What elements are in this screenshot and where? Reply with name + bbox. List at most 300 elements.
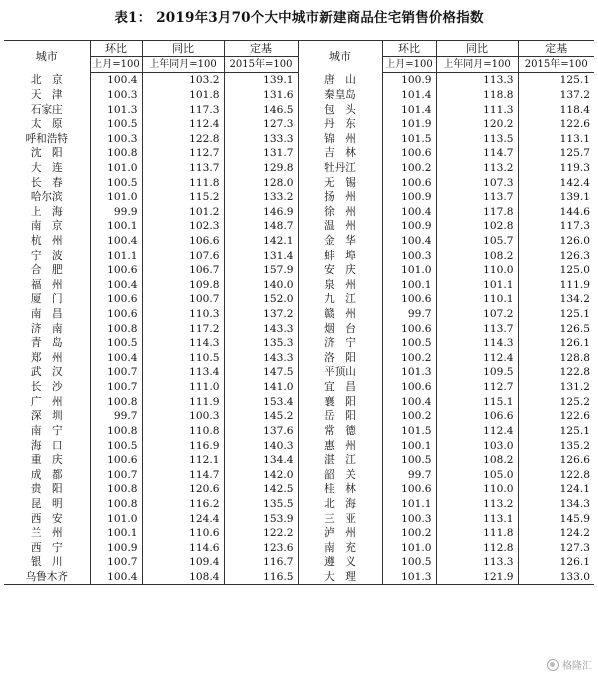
base-cell-left: 133.3 (224, 131, 298, 146)
table-row (4, 336, 594, 351)
mom-cell-right: 99.7 (382, 307, 436, 322)
yoy-cell-right: 114.3 (436, 336, 518, 351)
mom-cell-left: 100.4 (90, 351, 142, 366)
base-cell-right: 125.0 (518, 263, 594, 278)
base-cell-left: 157.9 (224, 263, 298, 278)
table-row (4, 409, 594, 424)
yoy-cell-right: 120.2 (436, 117, 518, 132)
city-cell-right: 温 州 (298, 219, 382, 234)
yoy-cell-right: 118.8 (436, 88, 518, 103)
table-row (4, 102, 594, 117)
base-cell-right: 145.9 (518, 511, 594, 526)
yoy-cell-right: 105.7 (436, 234, 518, 249)
base-cell-left: 153.9 (224, 511, 298, 526)
table-title: 表1： 2019年3月70个大中城市新建商品住宅销售价格指数 (114, 10, 484, 26)
mom-cell-right: 100.5 (382, 336, 436, 351)
city-cell-left: 杭 州 (30, 235, 63, 247)
yoy-cell-right: 113.7 (436, 321, 518, 336)
base-cell-left: 145.2 (224, 409, 298, 424)
mom-cell-left: 100.8 (90, 394, 142, 409)
mom-cell-left: 100.9 (90, 541, 142, 556)
base-cell-right: 125.1 (518, 307, 594, 322)
city-cell-left: 南 宁 (30, 424, 63, 437)
yoy-cell-left: 117.3 (142, 102, 224, 117)
city-cell-right: 泸 州 (298, 526, 382, 541)
header-mom-right: 环比 (382, 41, 436, 57)
city-cell-left: 贵 阳 (30, 483, 63, 496)
yoy-cell-left: 110.3 (142, 307, 224, 322)
base-cell-right: 131.2 (518, 380, 594, 395)
base-cell-right: 125.1 (518, 73, 594, 88)
city-cell-right: 烟 台 (298, 321, 382, 336)
city-cell-left: 上 海 (30, 205, 63, 218)
header-yoy-left: 同比 (142, 41, 224, 57)
base-cell-left: 147.5 (224, 365, 298, 380)
table-row (4, 146, 594, 161)
table-row (4, 438, 594, 453)
mom-cell-left: 100.7 (90, 555, 142, 570)
table-row (4, 307, 594, 322)
city-cell-right: 扬 州 (298, 190, 382, 205)
city-cell-left: 广 州 (30, 395, 63, 408)
base-cell-left: 116.5 (224, 570, 298, 585)
table-row (4, 161, 594, 176)
city-cell-left: 乌鲁木齐 (4, 570, 90, 585)
base-cell-right: 125.2 (518, 394, 594, 409)
mom-cell-right: 101.5 (382, 131, 436, 146)
table-row (4, 190, 594, 205)
base-cell-right: 118.4 (518, 102, 594, 117)
base-cell-right: 128.8 (518, 351, 594, 366)
yoy-cell-right: 111.3 (436, 102, 518, 117)
city-cell-left: 太 原 (30, 118, 63, 131)
mom-cell-left: 100.7 (90, 467, 142, 482)
city-cell-left: 成 都 (30, 468, 63, 481)
city-cell-left: 青 岛 (30, 337, 63, 350)
base-cell-right: 133.0 (518, 570, 594, 585)
yoy-cell-left: 101.2 (142, 204, 224, 219)
city-cell-left: 重 庆 (30, 454, 63, 467)
base-cell-left: 146.9 (224, 204, 298, 219)
header-yoy-sub-right: 上年同月=100 (436, 57, 518, 73)
city-cell-right: 南 充 (298, 541, 382, 556)
table-row (4, 263, 594, 278)
yoy-cell-left: 114.3 (142, 336, 224, 351)
table-row (4, 131, 594, 146)
base-cell-left: 142.1 (224, 234, 298, 249)
base-cell-right: 125.7 (518, 146, 594, 161)
city-cell-left: 武 汉 (30, 366, 63, 379)
city-cell-left: 南 昌 (30, 308, 63, 321)
header-yoy-sub-left: 上年同月=100 (142, 57, 224, 73)
base-cell-left: 152.0 (224, 292, 298, 307)
mom-cell-left: 100.5 (90, 336, 142, 351)
table-body (4, 41, 594, 585)
city-cell-right: 秦皇岛 (298, 88, 382, 103)
yoy-cell-right: 113.3 (436, 73, 518, 88)
yoy-cell-right: 112.8 (436, 541, 518, 556)
city-cell-left: 兰 州 (30, 527, 63, 540)
mom-cell-right: 101.0 (382, 263, 436, 278)
yoy-cell-right: 112.4 (436, 351, 518, 366)
base-cell-left: 134.4 (224, 453, 298, 468)
mom-cell-left: 100.3 (90, 131, 142, 146)
yoy-cell-left: 112.4 (142, 117, 224, 132)
yoy-cell-right: 103.0 (436, 438, 518, 453)
base-cell-right: 125.1 (518, 424, 594, 439)
mom-cell-right: 99.7 (382, 467, 436, 482)
base-cell-left: 139.1 (224, 73, 298, 88)
mom-cell-right: 100.6 (382, 175, 436, 190)
city-cell-right: 唐 山 (298, 73, 382, 88)
base-cell-left: 153.4 (224, 394, 298, 409)
table-row (4, 453, 594, 468)
city-cell-right: 襄 阳 (298, 394, 382, 409)
base-cell-right: 122.6 (518, 409, 594, 424)
city-cell-left: 长 春 (30, 176, 63, 189)
base-cell-left: 140.3 (224, 438, 298, 453)
mom-cell-left: 100.5 (90, 438, 142, 453)
base-cell-right: 124.2 (518, 526, 594, 541)
mom-cell-right: 100.2 (382, 161, 436, 176)
header-mom-sub-left: 上月=100 (90, 57, 142, 73)
city-cell-right: 北 海 (298, 497, 382, 512)
base-cell-right: 122.6 (518, 117, 594, 132)
header-base-sub-right: 2015年=100 (518, 57, 594, 73)
table-row (4, 204, 594, 219)
mom-cell-right: 100.4 (382, 234, 436, 249)
base-cell-left: 142.0 (224, 467, 298, 482)
city-cell-right: 平顶山 (298, 365, 382, 380)
mom-cell-left: 100.4 (90, 73, 142, 88)
mom-cell-left: 100.8 (90, 424, 142, 439)
yoy-cell-right: 113.5 (436, 131, 518, 146)
mom-cell-left: 100.8 (90, 482, 142, 497)
city-cell-left: 济 南 (30, 322, 63, 335)
city-cell-right: 九 江 (298, 292, 382, 307)
city-cell-right: 丹 东 (298, 117, 382, 132)
table-row (4, 278, 594, 293)
yoy-cell-left: 117.2 (142, 321, 224, 336)
table-row (4, 292, 594, 307)
base-cell-right: 139.1 (518, 190, 594, 205)
table-row (4, 467, 594, 482)
yoy-cell-right: 106.6 (436, 409, 518, 424)
base-cell-right: 134.2 (518, 292, 594, 307)
base-cell-left: 146.5 (224, 102, 298, 117)
yoy-cell-right: 107.3 (436, 175, 518, 190)
city-cell-right: 桂 林 (298, 482, 382, 497)
mom-cell-left: 99.7 (90, 409, 142, 424)
mom-cell-left: 100.1 (90, 219, 142, 234)
base-cell-left: 131.6 (224, 88, 298, 103)
mom-cell-left: 100.8 (90, 321, 142, 336)
base-cell-left: 137.2 (224, 307, 298, 322)
mom-cell-right: 100.9 (382, 73, 436, 88)
mom-cell-right: 101.9 (382, 117, 436, 132)
city-cell-right: 济 宁 (298, 336, 382, 351)
table-row (4, 482, 594, 497)
city-cell-right: 赣 州 (298, 307, 382, 322)
yoy-cell-left: 116.9 (142, 438, 224, 453)
watermark-text: 格隆汇 (562, 661, 592, 672)
base-cell-right: 135.2 (518, 438, 594, 453)
city-cell-right: 泉 州 (298, 278, 382, 293)
base-cell-right: 126.1 (518, 336, 594, 351)
base-cell-right: 113.1 (518, 131, 594, 146)
city-cell-right: 包 头 (298, 102, 382, 117)
city-cell-left: 呼和浩特 (25, 132, 68, 145)
yoy-cell-right: 112.4 (436, 424, 518, 439)
mom-cell-left: 100.5 (90, 117, 142, 132)
base-cell-left: 123.6 (224, 541, 298, 556)
mom-cell-left: 100.6 (90, 263, 142, 278)
city-cell-right: 金 华 (298, 234, 382, 249)
yoy-cell-left: 110.8 (142, 424, 224, 439)
table-row (4, 73, 594, 88)
table-row (4, 555, 594, 570)
mom-cell-left: 100.1 (90, 526, 142, 541)
city-cell-right: 岳 阳 (298, 409, 382, 424)
mom-cell-right: 100.2 (382, 409, 436, 424)
mom-cell-right: 100.6 (382, 321, 436, 336)
base-cell-right: 119.3 (518, 161, 594, 176)
city-cell-left: 宁 波 (30, 249, 63, 262)
yoy-cell-right: 105.0 (436, 467, 518, 482)
yoy-cell-right: 101.1 (436, 278, 518, 293)
mom-cell-left: 100.4 (90, 278, 142, 293)
base-cell-right: 126.5 (518, 321, 594, 336)
city-cell-left: 银 川 (30, 556, 63, 569)
yoy-cell-left: 111.8 (142, 175, 224, 190)
yoy-cell-left: 113.7 (142, 161, 224, 176)
city-cell-left: 西 宁 (30, 541, 63, 554)
yoy-cell-left: 110.5 (142, 351, 224, 366)
city-cell-right: 韶 关 (298, 467, 382, 482)
mom-cell-right: 100.1 (382, 438, 436, 453)
header-yoy-right: 同比 (436, 41, 518, 57)
city-cell-left: 合 肥 (30, 264, 63, 277)
mom-cell-right: 100.3 (382, 248, 436, 263)
base-cell-left: 122.2 (224, 526, 298, 541)
base-cell-right: 126.0 (518, 234, 594, 249)
city-cell-left: 厦 门 (30, 293, 63, 306)
table-row (4, 365, 594, 380)
base-cell-right: 122.8 (518, 467, 594, 482)
mom-cell-right: 100.5 (382, 453, 436, 468)
mom-cell-right: 101.4 (382, 102, 436, 117)
mom-cell-right: 100.2 (382, 351, 436, 366)
city-cell-left: 郑 州 (30, 351, 63, 364)
mom-cell-right: 101.5 (382, 424, 436, 439)
yoy-cell-right: 108.2 (436, 248, 518, 263)
mom-cell-right: 100.1 (382, 278, 436, 293)
base-cell-left: 137.6 (224, 424, 298, 439)
base-cell-left: 127.3 (224, 117, 298, 132)
watermark (547, 657, 592, 672)
base-cell-left: 129.8 (224, 161, 298, 176)
city-cell-right: 蚌 埠 (298, 248, 382, 263)
mom-cell-right: 100.9 (382, 190, 436, 205)
table-row (4, 248, 594, 263)
yoy-cell-right: 108.2 (436, 453, 518, 468)
mom-cell-left: 100.6 (90, 453, 142, 468)
mom-cell-left: 100.5 (90, 175, 142, 190)
table-row (4, 394, 594, 409)
base-cell-right: 111.9 (518, 278, 594, 293)
base-cell-left: 143.3 (224, 351, 298, 366)
city-cell-left: 福 州 (30, 278, 63, 291)
mom-cell-left: 100.6 (90, 307, 142, 322)
table-row (4, 511, 594, 526)
city-cell-right: 徐 州 (298, 204, 382, 219)
yoy-cell-left: 109.4 (142, 555, 224, 570)
mom-cell-right: 100.4 (382, 394, 436, 409)
mom-cell-right: 100.9 (382, 219, 436, 234)
yoy-cell-left: 122.8 (142, 131, 224, 146)
mom-cell-right: 101.4 (382, 88, 436, 103)
mom-cell-left: 101.0 (90, 190, 142, 205)
city-cell-right: 吉 林 (298, 146, 382, 161)
table-row (4, 175, 594, 190)
city-cell-left: 南 京 (30, 220, 63, 233)
table-row (4, 88, 594, 103)
city-cell-right: 惠 州 (298, 438, 382, 453)
mom-cell-left: 100.7 (90, 365, 142, 380)
yoy-cell-right: 113.3 (436, 555, 518, 570)
mom-cell-right: 101.0 (382, 541, 436, 556)
mom-cell-left: 101.1 (90, 248, 142, 263)
yoy-cell-right: 113.2 (436, 497, 518, 512)
mom-cell-left: 100.8 (90, 146, 142, 161)
yoy-cell-right: 113.1 (436, 511, 518, 526)
city-cell-right: 遵 义 (298, 555, 382, 570)
header-row-top (4, 41, 594, 57)
mom-cell-left: 100.4 (90, 570, 142, 585)
mom-cell-left: 100.7 (90, 380, 142, 395)
yoy-cell-left: 107.6 (142, 248, 224, 263)
mom-cell-right: 101.3 (382, 365, 436, 380)
yoy-cell-right: 102.8 (436, 219, 518, 234)
table-row (4, 570, 594, 585)
table-row (4, 541, 594, 556)
mom-cell-left: 101.0 (90, 511, 142, 526)
base-cell-left: 131.4 (224, 248, 298, 263)
base-cell-left: 131.7 (224, 146, 298, 161)
mom-cell-right: 100.2 (382, 526, 436, 541)
base-cell-left: 142.5 (224, 482, 298, 497)
mom-cell-left: 100.6 (90, 292, 142, 307)
mom-cell-right: 100.6 (382, 146, 436, 161)
header-city-left: 城市 (4, 41, 90, 73)
yoy-cell-right: 114.7 (436, 146, 518, 161)
table-row (4, 117, 594, 132)
mom-cell-right: 100.6 (382, 482, 436, 497)
yoy-cell-left: 103.2 (142, 73, 224, 88)
base-cell-left: 116.7 (224, 555, 298, 570)
yoy-cell-right: 112.7 (436, 380, 518, 395)
mom-cell-left: 101.3 (90, 102, 142, 117)
yoy-cell-left: 120.6 (142, 482, 224, 497)
mom-cell-right: 100.3 (382, 511, 436, 526)
yoy-cell-right: 111.8 (436, 526, 518, 541)
city-cell-right: 三 亚 (298, 511, 382, 526)
base-cell-left: 135.5 (224, 497, 298, 512)
city-cell-right: 大 理 (298, 570, 382, 585)
city-cell-left: 北 京 (30, 74, 63, 87)
mom-cell-left: 101.0 (90, 161, 142, 176)
yoy-cell-right: 117.8 (436, 204, 518, 219)
yoy-cell-right: 110.1 (436, 292, 518, 307)
city-cell-left: 天 津 (30, 88, 63, 101)
yoy-cell-left: 109.8 (142, 278, 224, 293)
city-cell-right: 常 德 (298, 424, 382, 439)
city-cell-left: 哈尔滨 (30, 191, 63, 204)
watermark-logo-icon (547, 659, 559, 671)
city-cell-right: 牡丹江 (298, 161, 382, 176)
yoy-cell-left: 101.8 (142, 88, 224, 103)
base-cell-left: 141.0 (224, 380, 298, 395)
price-index-table (4, 40, 594, 585)
table-row (4, 219, 594, 234)
yoy-cell-left: 110.6 (142, 526, 224, 541)
mom-cell-right: 101.3 (382, 570, 436, 585)
yoy-cell-right: 107.2 (436, 307, 518, 322)
city-cell-right: 安 庆 (298, 263, 382, 278)
mom-cell-right: 100.5 (382, 555, 436, 570)
yoy-cell-left: 106.6 (142, 234, 224, 249)
yoy-cell-right: 121.9 (436, 570, 518, 585)
yoy-cell-left: 111.9 (142, 394, 224, 409)
base-cell-right: 134.3 (518, 497, 594, 512)
base-cell-right: 126.6 (518, 453, 594, 468)
yoy-cell-left: 113.4 (142, 365, 224, 380)
city-cell-left: 昆 明 (30, 497, 63, 510)
yoy-cell-left: 115.2 (142, 190, 224, 205)
city-cell-right: 洛 阳 (298, 351, 382, 366)
base-cell-left: 143.3 (224, 321, 298, 336)
city-cell-left: 海 口 (30, 439, 63, 452)
mom-cell-right: 100.6 (382, 292, 436, 307)
table-row (4, 380, 594, 395)
header-city-right: 城市 (298, 41, 382, 73)
city-cell-right: 湛 江 (298, 453, 382, 468)
header-mom-sub-right: 上月=100 (382, 57, 436, 73)
yoy-cell-left: 111.0 (142, 380, 224, 395)
base-cell-right: 144.6 (518, 204, 594, 219)
mom-cell-right: 100.4 (382, 204, 436, 219)
header-mom-left: 环比 (90, 41, 142, 57)
header-base-right: 定基 (518, 41, 594, 57)
table-row (4, 424, 594, 439)
mom-cell-left: 100.3 (90, 88, 142, 103)
base-cell-right: 137.2 (518, 88, 594, 103)
yoy-cell-right: 115.1 (436, 394, 518, 409)
base-cell-right: 142.4 (518, 175, 594, 190)
base-cell-right: 126.1 (518, 555, 594, 570)
yoy-cell-left: 100.7 (142, 292, 224, 307)
yoy-cell-right: 113.7 (436, 190, 518, 205)
yoy-cell-left: 114.6 (142, 541, 224, 556)
mom-cell-right: 101.1 (382, 497, 436, 512)
yoy-cell-left: 108.4 (142, 570, 224, 585)
base-cell-left: 148.7 (224, 219, 298, 234)
mom-cell-left: 100.8 (90, 497, 142, 512)
city-cell-right: 宜 昌 (298, 380, 382, 395)
table-row (4, 234, 594, 249)
city-cell-right: 锦 州 (298, 131, 382, 146)
yoy-cell-left: 112.7 (142, 146, 224, 161)
